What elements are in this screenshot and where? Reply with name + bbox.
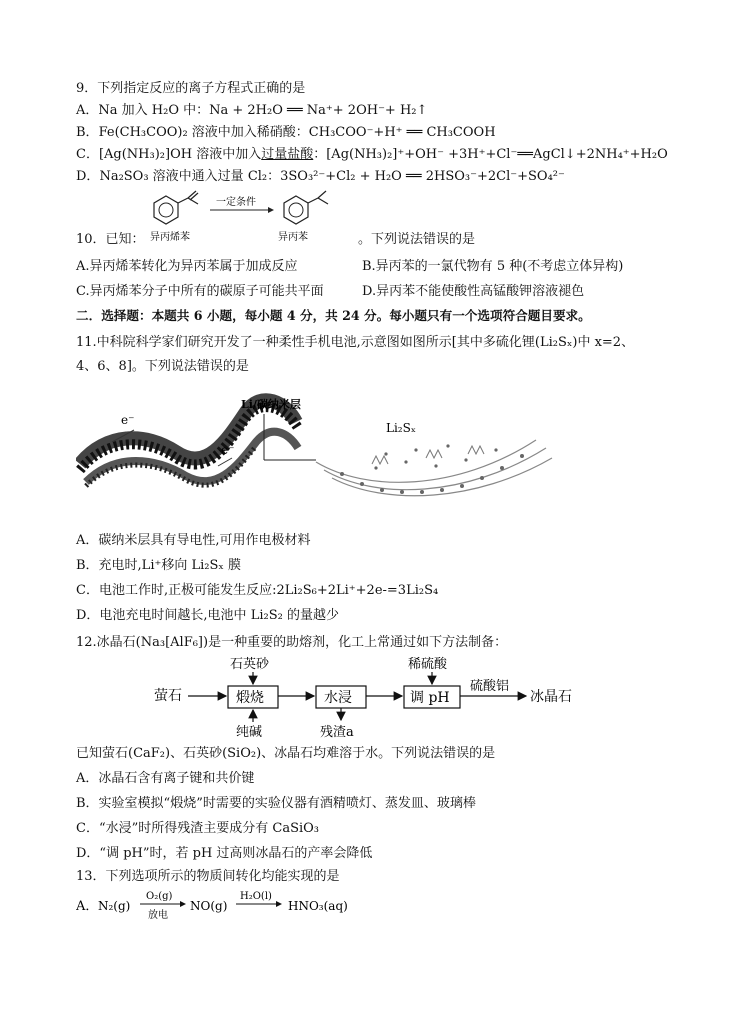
- q9-option-d: D．Na₂SO₃ 溶液中通入过量 Cl₂：3SO₃²⁻+Cl₂ + H₂O ══ 2HSO₃⁻+2Cl⁻+SO₄²⁻: [76, 169, 565, 184]
- q11-option-b: B．充电时,Li⁺移向 Li₂Sₓ 膜: [76, 558, 242, 573]
- q10-option-b: B.异丙苯的一氯代物有 5 种(不考虑立体异构): [362, 259, 624, 274]
- underlined-phrase: 过量盐酸: [261, 147, 314, 162]
- q10-prefix: 10．已知：: [76, 232, 145, 247]
- q9-option-c: C．[Ag(NH₃)₂]OH 溶液中加入过量盐酸：[Ag(NH₃)₂]⁺+OH⁻ +3H⁺+Cl⁻══AgCl↓+2NH₄⁺+H₂O: [76, 147, 668, 162]
- q12-option-c: C．“水浸”时所得残渣主要成分有 CaSiO₃: [76, 821, 320, 836]
- electron-label-1: e⁻: [121, 413, 135, 427]
- q10-suffix: 。下列说法错误的是: [358, 232, 476, 247]
- condition-o2: O₂(g): [146, 891, 173, 902]
- q12-stem: 12.冰晶石(Na₃[AlF₆])是一种重要的助熔剂，化工上常通过如下方法制备：: [76, 635, 508, 650]
- q12-option-a: A．冰晶石含有离子键和共价键: [76, 771, 255, 786]
- q12-option-b: B．实验室模拟“煅烧”时需要的实验仪器有酒精喷灯、蒸发皿、玻璃棒: [76, 796, 476, 811]
- flow-input-quartz: 石英砂: [230, 657, 270, 672]
- reaction-condition: 一定条件: [216, 197, 256, 208]
- q11-stem-line2: 4、6、8]。下列说法错误的是: [76, 359, 249, 374]
- option-label: A．: [76, 899, 99, 914]
- q12-known: 已知萤石(CaF₂)、石英砂(SiO₂)、冰晶石均难溶于水。下列说法错误的是: [76, 746, 496, 761]
- flow-step-calcine: 煅烧: [236, 690, 264, 706]
- species-label: Li₂Sₓ: [386, 421, 416, 435]
- species-n2: N₂(g): [98, 899, 131, 913]
- q9-stem: 9．下列指定反应的离子方程式正确的是: [76, 81, 306, 96]
- flow-end: 冰晶石: [530, 689, 572, 705]
- q13-option-a: [76, 888, 396, 924]
- condition-discharge: 放电: [148, 910, 168, 921]
- q10-reaction-scheme: [140, 190, 360, 246]
- condition-water: H₂O(l): [240, 891, 272, 902]
- flow-input-acid: 稀硫酸: [408, 657, 448, 672]
- flow-step-ph: 调 pH: [410, 690, 450, 706]
- q9-option-b: B．Fe(CH₃COO)₂ 溶液中加入稀硝酸：CH₃COO⁻+H⁺ ══ CH₃COOH: [76, 125, 496, 140]
- product-name: 异丙苯: [278, 232, 308, 243]
- species-no: NO(g): [190, 899, 228, 913]
- flow-reagent-alum: 硫酸铝: [470, 679, 510, 694]
- q11-stem-line1: 11.中科院科学家们研究开发了一种柔性手机电池,示意图如图所示[其中多硫化锂(Li₂Sₓ)中 x=2、: [76, 335, 635, 350]
- q9-option-a: A．Na 加入 H₂O 中：Na + 2H₂O ══ Na⁺+ 2OH⁻+ H₂↑: [76, 103, 428, 118]
- layer-label: Li/碳纳米层: [241, 398, 301, 411]
- flow-start: 萤石: [154, 688, 182, 704]
- q13-stem: 13．下列选项所示的物质间转化均能实现的是: [76, 869, 340, 884]
- q10-option-c: C.异丙烯苯分子中所有的碳原子可能共平面: [76, 284, 324, 299]
- flow-output-residue: 残渣a: [320, 725, 354, 740]
- process-flowchart: [150, 654, 620, 740]
- flow-input-soda: 纯碱: [236, 725, 263, 740]
- reactant-name: 异丙烯苯: [150, 232, 190, 243]
- q11-option-a: A．碳纳米层具有导电性,可用作电极材料: [76, 533, 311, 548]
- flow-step-leach: 水浸: [324, 690, 352, 706]
- q10-option-a: A.异丙烯苯转化为异丙苯属于加成反应: [76, 259, 298, 274]
- species-hno3: HNO₃(aq): [288, 899, 348, 913]
- electron-label-2: e⁻: [221, 443, 235, 457]
- battery-diagram: [76, 392, 616, 512]
- q11-option-c: C．电池工作时,正极可能发生反应:2Li₂S₆+2Li⁺+2e-=3Li₂S₄: [76, 583, 439, 598]
- q11-option-d: D．电池充电时间越长,电池中 Li₂S₂ 的量越少: [76, 608, 339, 623]
- q10-option-d: D.异丙苯不能使酸性高锰酸钾溶液褪色: [362, 284, 585, 299]
- section-heading: 二．选择题：本题共 6 小题，每小题 4 分，共 24 分。每小题只有一个选项符合题目要求。: [76, 308, 591, 323]
- q12-option-d: D．“调 pH”时，若 pH 过高则冰晶石的产率会降低: [76, 846, 373, 861]
